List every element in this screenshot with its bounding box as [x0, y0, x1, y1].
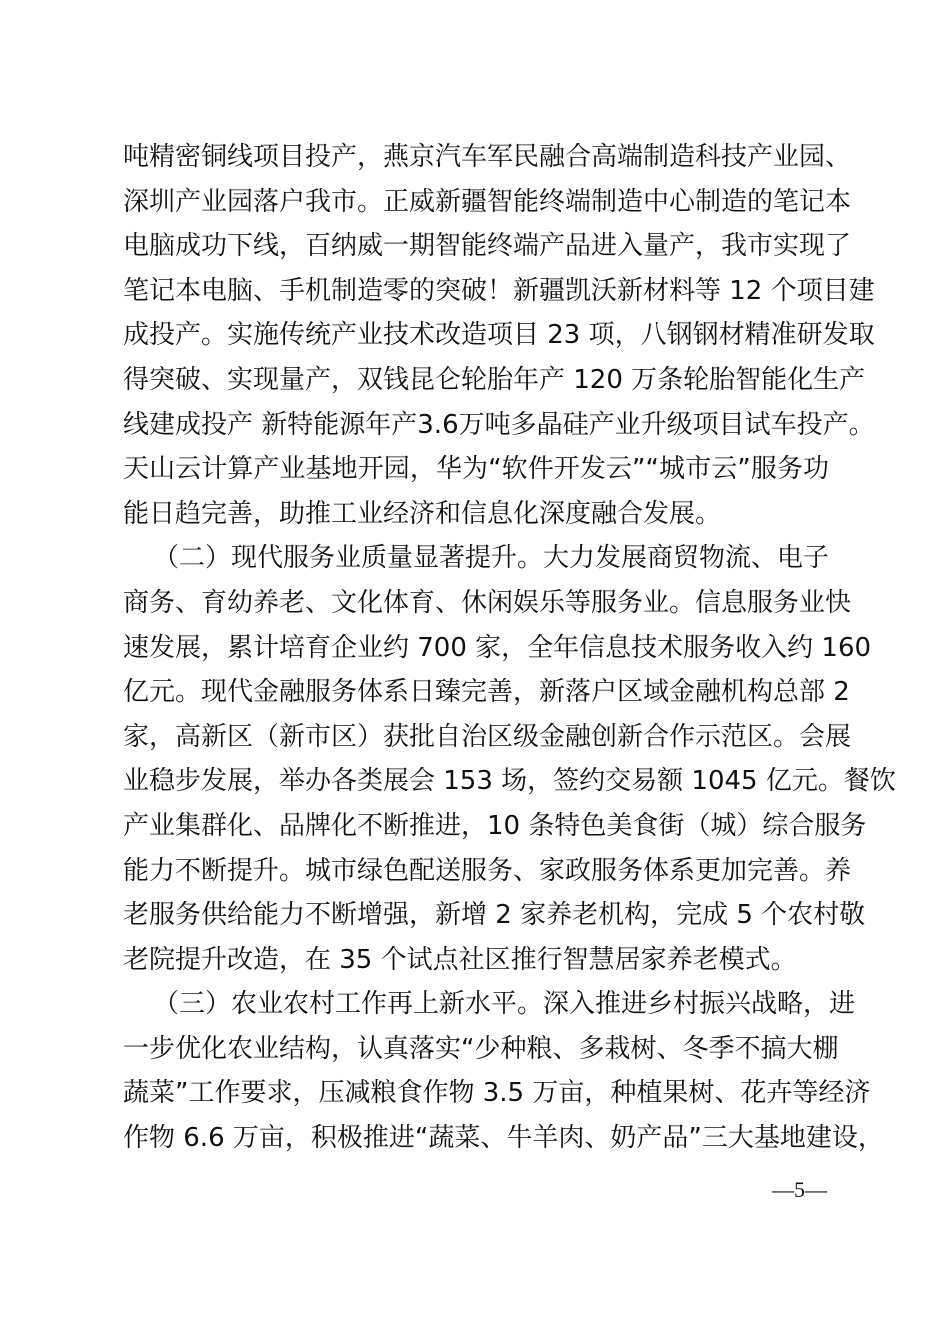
text-line: 得突破、实现量产，双钱昆仑轮胎年产 120 万条轮胎智能化生产: [123, 364, 866, 395]
text-line: 电脑成功下线，百纳威一期智能终端产品进入量产，我市实现了: [123, 231, 852, 262]
text-line: 老院提升改造，在 35 个试点社区推行智慧居家养老模式。: [123, 944, 797, 975]
text-line: 深圳产业园落户我市。正威新疆智能终端制造中心制造的笔记本: [123, 186, 852, 217]
text-line: 能日趋完善，助推工业经济和信息化深度融合发展。: [123, 498, 722, 529]
text-line: 天山云计算产业基地开园，华为“软件开发云”“城市云”服务功: [123, 454, 829, 485]
section-heading-line: （二）现代服务业质量显著提升。大力发展商贸物流、电子: [153, 543, 830, 574]
text-line: 产业集群化、品牌化不断推进，10 条特色美食街（城）综合服务: [123, 810, 867, 841]
section-heading-line: （三）农业农村工作再上新水平。深入推进乡村振兴战略，进: [153, 989, 856, 1020]
page-number: —5—: [772, 1177, 827, 1202]
text-line: 吨精密铜线项目投产，燕京汽车军民融合高端制造科技产业园、: [123, 142, 852, 172]
text-line: 线建成投产 新特能源年产3.6万吨多晶硅产业升级项目试车投产。: [123, 409, 875, 440]
text-line: 速发展，累计培育企业约 700 家，全年信息技术服务收入约 160: [123, 632, 872, 663]
text-line: 老服务供给能力不断增强，新增 2 家养老机构，完成 5 个农村敬: [123, 900, 866, 931]
text-line: 商务、育幼养老、文化体育、休闲娱乐等服务业。信息服务业快: [123, 587, 852, 618]
text-line: 成投产。实施传统产业技术改造项目 23 项，八钢钢材精准研发取: [123, 320, 875, 351]
text-line: 一步优化农业结构，认真落实“少种粮、多栽树、冬季不搞大棚: [123, 1033, 839, 1064]
text-line: 笔记本电脑、手机制造零的突破！新疆凯沃新材料等 12 个项目建: [123, 275, 875, 306]
text-line: 家，高新区（新市区）获批自治区级金融创新合作示范区。会展: [123, 721, 852, 752]
text-line: 作物 6.6 万亩，积极推进“蔬菜、牛羊肉、奶产品”三大基地建设，: [123, 1123, 884, 1154]
text-line: 蔬菜”工作要求，压减粮食作物 3.5 万亩，种植果树、花卉等经济: [123, 1078, 871, 1109]
body-text: [123, 135, 896, 1161]
text-line: 业稳步发展，举办各类展会 153 场，签约交易额 1045 亿元。餐饮: [123, 766, 896, 797]
text-line: 亿元。现代金融服务体系日臻完善，新落户区域金融机构总部 2: [123, 677, 850, 708]
text-line: 能力不断提升。城市绿色配送服务、家政服务体系更加完善。养: [123, 855, 852, 886]
